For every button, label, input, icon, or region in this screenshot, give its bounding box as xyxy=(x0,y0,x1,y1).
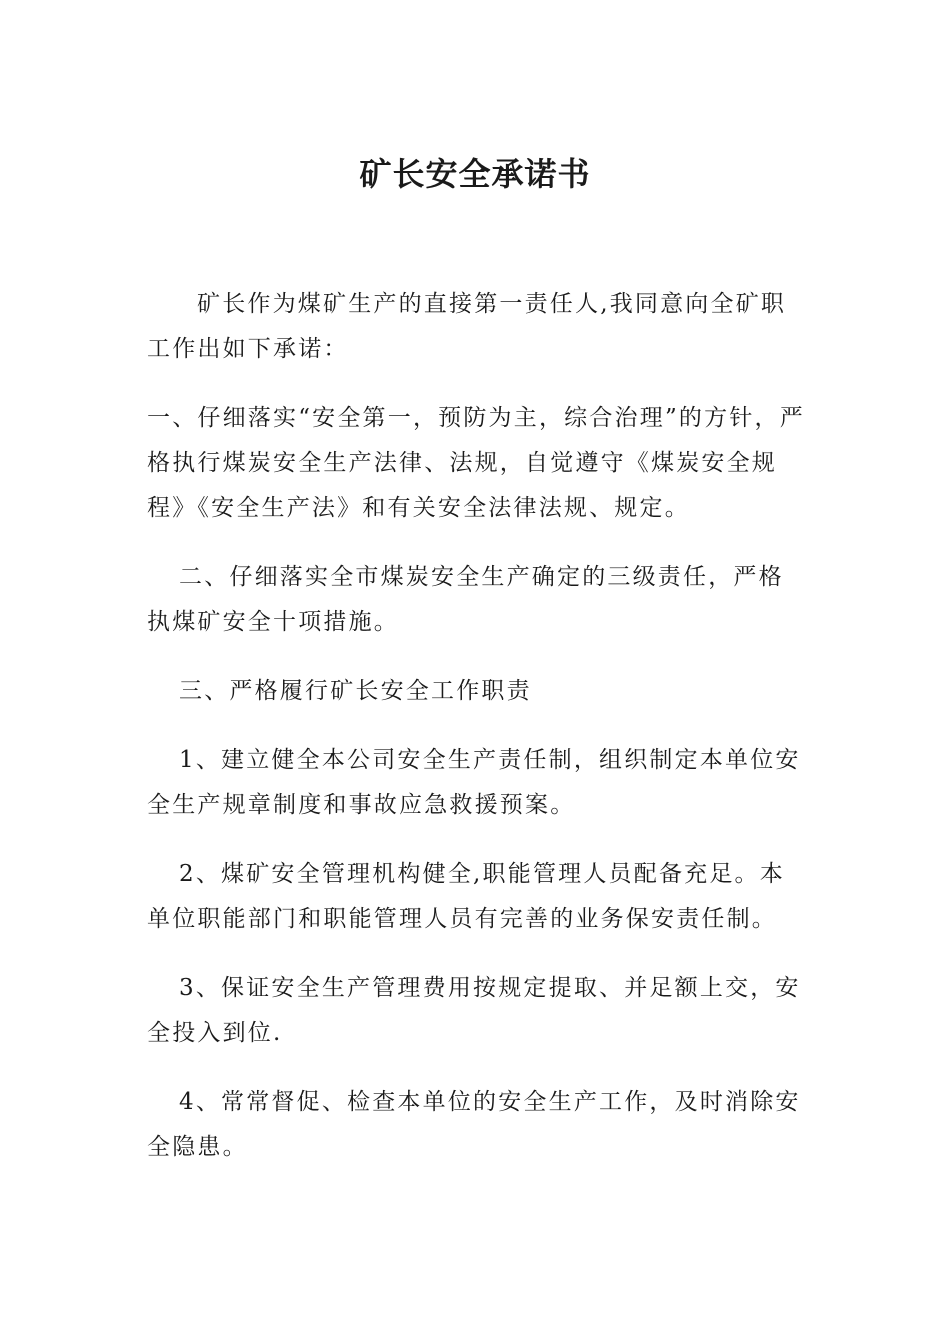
intro-paragraph: 矿长作为煤矿生产的直接第一责任人,我同意向全矿职工作出如下承诺： xyxy=(147,291,787,362)
commitment-item-2: 二、仔细落实全市煤炭安全生产确定的三级责任，严格执煤矿安全十项措施。 xyxy=(147,564,784,635)
duty-item-1: 1、建立健全本公司安全生产责任制，组织制定本单位安全生产规章制度和事故应急救援预案。 xyxy=(147,747,801,818)
duty-item-4: 4、常常督促、检查本单位的安全生产工作，及时消除安全隐患。 xyxy=(147,1089,801,1160)
duty-item-2: 2、煤矿安全管理机构健全,职能管理人员配备充足。本单位职能部门和职能管理人员有完善的业务保安责任制。 xyxy=(147,861,785,932)
commitment-item-3: 三、严格履行矿长安全工作职责 xyxy=(179,678,532,704)
commitment-item-1: 一、仔细落实“安全第一，预防为主，综合治理”的方针，严格执行煤炭安全生产法律、法规，自觉遵守《煤炭安全规程》《安全生产法》和有关安全法律法规、规定。 xyxy=(147,405,805,521)
document-body xyxy=(147,282,807,1194)
document-title: 矿长安全承诺书 xyxy=(359,155,591,193)
duty-item-3: 3、保证安全生产管理费用按规定提取、并足额上交，安全投入到位. xyxy=(147,975,801,1046)
